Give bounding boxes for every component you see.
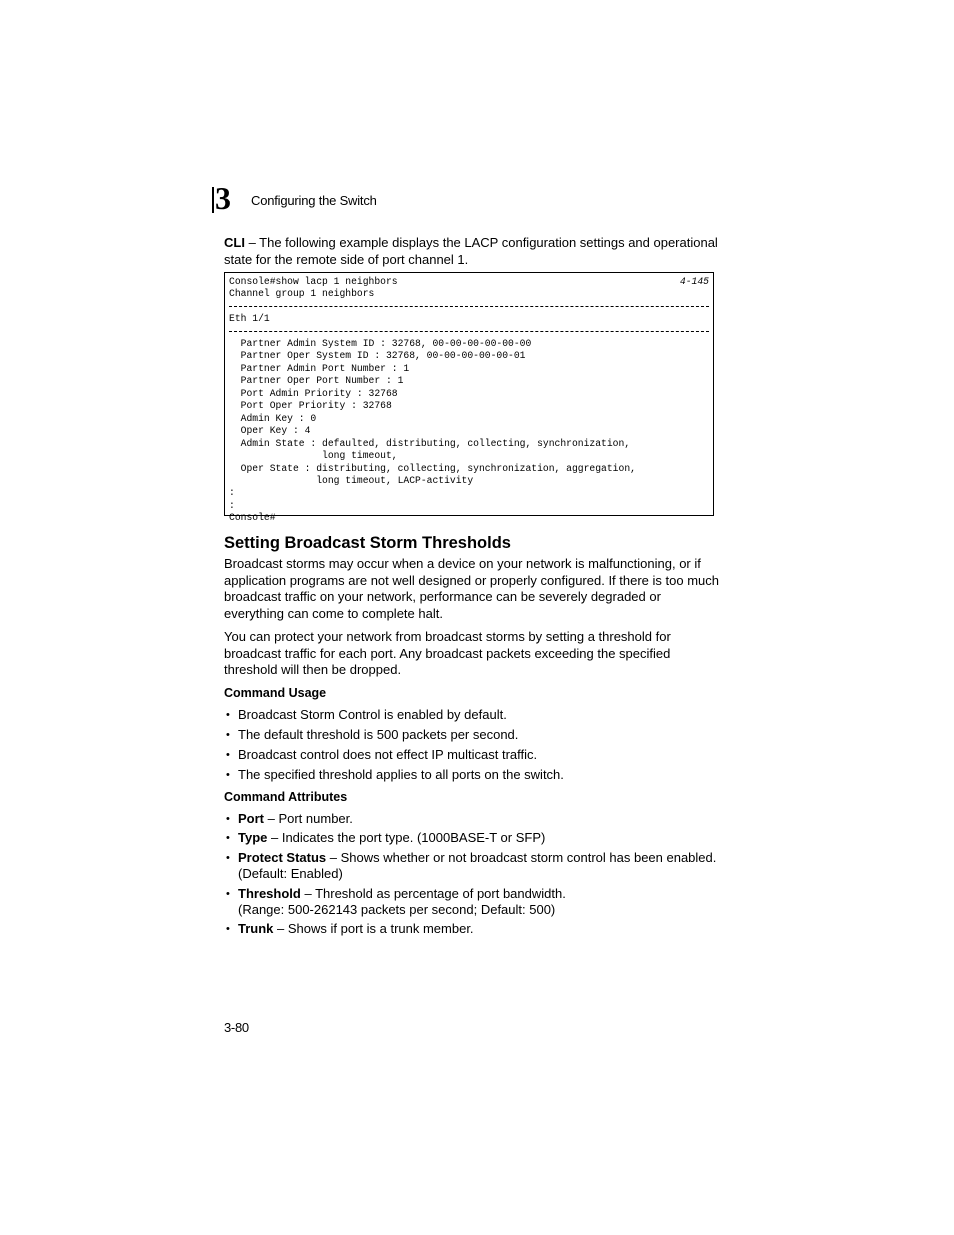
attribute-desc: – Port number. [264, 811, 353, 826]
cli-intro-text: – The following example displays the LACP configuration settings and operational state for the remote side of port channel 1. [224, 235, 718, 267]
chapter-title: Configuring the Switch [251, 193, 377, 208]
chapter-marker-bar [212, 187, 214, 213]
attribute-term: Threshold [238, 886, 301, 901]
code-reference: 4-145 [679, 276, 709, 287]
attribute-term: Type [238, 830, 268, 845]
attribute-desc-continued: (Range: 500-262143 packets per second; Default: 500) [238, 902, 556, 917]
attribute-desc: – Shows whether or not broadcast storm control has been enabled. (Default: Enabled) [238, 850, 717, 881]
list-item [224, 830, 724, 846]
section-paragraph-1: Broadcast storms may occur when a device on your network is malfunctioning, or if application programs are not well designed or properly configured. If there is too much broadcast traffic on your network, performance can be severely degraded or everything can come to complete halt. [224, 556, 719, 621]
list-item: • Broadcast control does not effect IP multicast traffic. [224, 747, 724, 763]
command-attributes-list [224, 811, 724, 937]
list-item: • The specified threshold applies to all ports on the switch. [224, 767, 724, 783]
list-item [224, 921, 724, 937]
list-item: • Broadcast Storm Control is enabled by default. [224, 707, 724, 723]
list-item [224, 850, 724, 882]
command-attributes-heading: Command Attributes [224, 790, 348, 804]
attribute-desc: – Threshold as percentage of port bandwidth. [300, 886, 566, 901]
code-lines-top: Console#show lacp 1 neighbors Channel group 1 neighbors [229, 276, 398, 300]
list-item [224, 886, 724, 918]
list-item: • The default threshold is 500 packets per second. [224, 727, 724, 743]
chapter-number: 3 [215, 180, 231, 216]
cli-intro-paragraph [224, 235, 719, 268]
code-divider [229, 306, 709, 307]
command-usage-heading: Command Usage [224, 686, 327, 700]
code-divider [229, 331, 709, 332]
cli-label: CLI [224, 235, 245, 250]
code-lines-eth: Eth 1/1 [229, 313, 270, 324]
section-title: Setting Broadcast Storm Thresholds [224, 534, 511, 552]
attribute-term: Port [238, 811, 264, 826]
attribute-desc: – Indicates the port type. (1000BASE-T or SFP) [267, 830, 546, 845]
code-example-box [224, 272, 714, 524]
section-paragraph-2: You can protect your network from broadcast storms by setting a threshold for broadcast traffic for each port. Any broadcast packets exceeding the specified threshold will then be dropped. [224, 629, 671, 677]
list-item [224, 811, 724, 827]
attribute-term: Trunk [238, 921, 274, 936]
page-number: 3-80 [224, 1020, 249, 1035]
code-lines-body: Partner Admin System ID : 32768, 00-00-00-00-00-00 Partner Oper System ID : 32768, 00-00-00-00-00-01 Partner Admin Port Number : 1 Partner Oper Port Number : 1 Port Admin Priority : 32768 Port Oper Priority : 32768 Admin Key : 0 Oper Key : 4 Admin State : defaulted, distributing, collecting, synchronization, long timeout, Oper State : distributing, collecting, synchronization, aggregation, long timeout, LACP-activity : : Console# [229, 338, 636, 524]
chapter-number-badge [212, 180, 240, 216]
attribute-term: Protect Status [238, 850, 327, 865]
attribute-desc: – Shows if port is a trunk member. [273, 921, 474, 936]
command-usage-list [224, 707, 724, 783]
